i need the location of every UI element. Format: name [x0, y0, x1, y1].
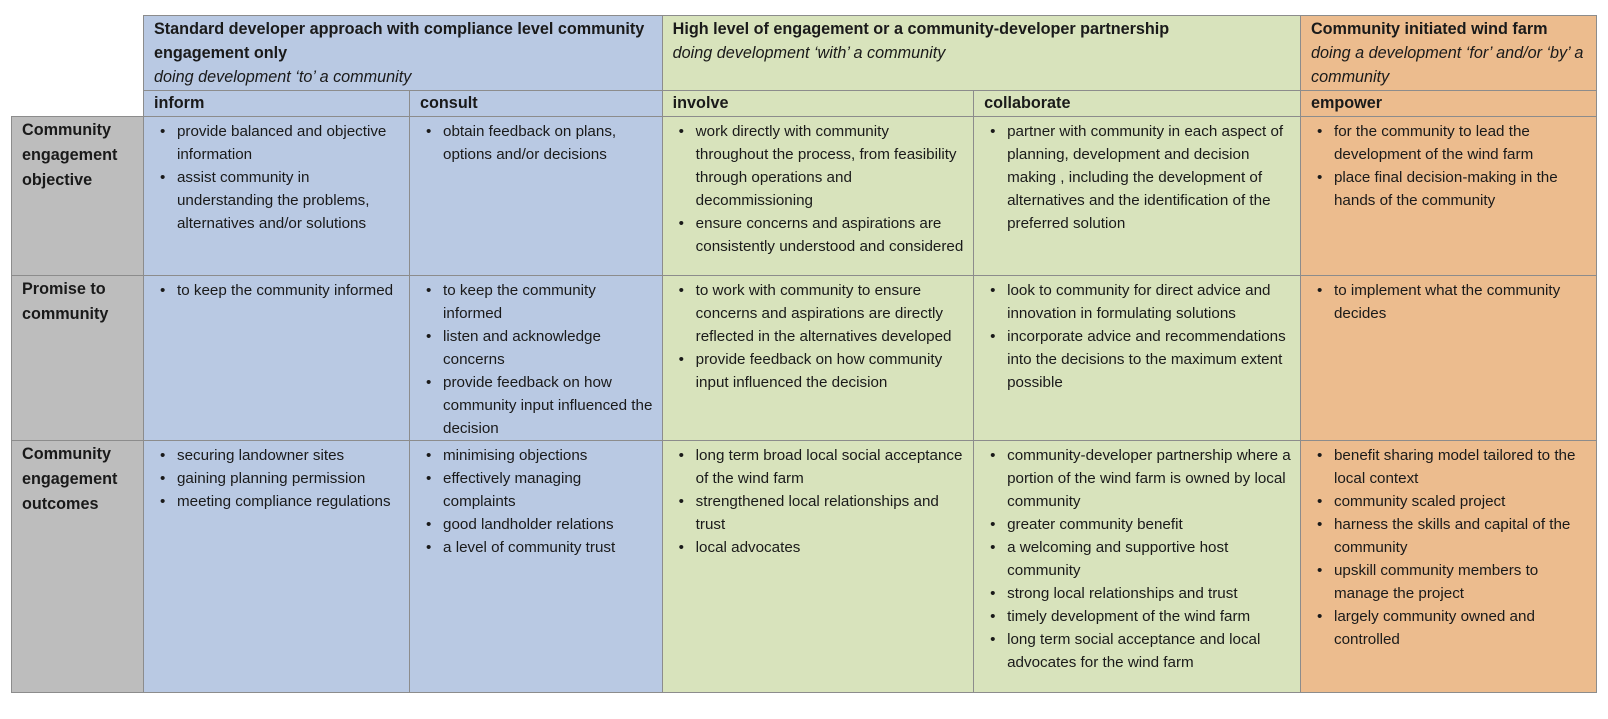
- group-subtitle: doing a development ‘for’ and/or ‘by’ a community: [1310, 44, 1584, 86]
- group-header-standard: [143, 16, 662, 91]
- bullet-list: [673, 444, 965, 559]
- list-item: • incorporate advice and recommendations into the decisions to the maximum extent possible: [1007, 325, 1292, 394]
- cell-objective-collaborate: [974, 117, 1301, 276]
- list-item: • greater community benefit: [1007, 513, 1292, 536]
- level-header-empower: empower: [1300, 91, 1596, 117]
- group-title: Community initiated wind farm: [1310, 20, 1548, 38]
- bullet-list: [420, 444, 654, 559]
- list-item: • a level of community trust: [443, 536, 654, 559]
- cell-promise-empower: [1300, 276, 1596, 441]
- cell-promise-involve: [662, 276, 973, 441]
- cell-outcomes-consult: [410, 441, 663, 693]
- bullet-list: [1311, 444, 1588, 651]
- bullet-list: [154, 120, 401, 235]
- list-item: • community scaled project: [1334, 490, 1588, 513]
- bullet-list: [673, 279, 965, 394]
- list-item: • long term social acceptance and local advocates for the wind farm: [1007, 628, 1292, 674]
- group-header-community: [1300, 16, 1596, 91]
- table-row: [12, 276, 1597, 441]
- list-item: • securing landowner sites: [177, 444, 401, 467]
- cell-outcomes-inform: [143, 441, 409, 693]
- group-header-engagement: [662, 16, 1300, 91]
- list-item: • to implement what the community decides: [1334, 279, 1588, 325]
- list-item: • strengthened local relationships and trust: [696, 490, 965, 536]
- cell-promise-collaborate: [974, 276, 1301, 441]
- list-item: • look to community for direct advice and innovation in formulating solutions: [1007, 279, 1292, 325]
- group-title: High level of engagement or a community-developer partnership: [672, 20, 1170, 38]
- row-header-promise: Promise to community: [12, 276, 144, 441]
- list-item: • obtain feedback on plans, options and/or decisions: [443, 120, 654, 166]
- table-row: [12, 441, 1597, 693]
- cell-objective-inform: [143, 117, 409, 276]
- list-item: • long term broad local social acceptance of the wind farm: [696, 444, 965, 490]
- list-item: • partner with community in each aspect of planning, development and decision making , including the development of alternatives and the identification of the preferred solution: [1007, 120, 1292, 235]
- list-item: • upskill community members to manage the project: [1334, 559, 1588, 605]
- group-title: Standard developer approach with compliance level community engagement only: [153, 20, 645, 62]
- bullet-list: [984, 444, 1292, 674]
- list-item: • effectively managing complaints: [443, 467, 654, 513]
- list-item: • to work with community to ensure concerns and aspirations are directly reflected in the alternatives developed: [696, 279, 965, 348]
- group-subtitle: doing development ‘to’ a community: [153, 68, 412, 86]
- cell-outcomes-collaborate: [974, 441, 1301, 693]
- level-header-collaborate: collaborate: [974, 91, 1301, 117]
- cell-outcomes-involve: [662, 441, 973, 693]
- group-subtitle: doing development ‘with’ a community: [672, 44, 946, 62]
- level-header-involve: involve: [662, 91, 973, 117]
- list-item: • listen and acknowledge concerns: [443, 325, 654, 371]
- list-item: • to keep the community informed: [443, 279, 654, 325]
- list-item: • gaining planning permission: [177, 467, 401, 490]
- bullet-list: [154, 444, 401, 513]
- list-item: • to keep the community informed: [177, 279, 401, 302]
- engagement-spectrum-table: [11, 15, 1597, 693]
- bullet-list: [154, 279, 401, 302]
- bullet-list: [1311, 279, 1588, 325]
- level-header-consult: consult: [410, 91, 663, 117]
- cell-objective-empower: [1300, 117, 1596, 276]
- list-item: • assist community in understanding the problems, alternatives and/or solutions: [177, 166, 401, 235]
- list-item: • good landholder relations: [443, 513, 654, 536]
- list-item: • a welcoming and supportive host community: [1007, 536, 1292, 582]
- list-item: • timely development of the wind farm: [1007, 605, 1292, 628]
- list-item: • for the community to lead the development of the wind farm: [1334, 120, 1588, 166]
- list-item: • minimising objections: [443, 444, 654, 467]
- cell-outcomes-empower: [1300, 441, 1596, 693]
- list-item: • place final decision-making in the hands of the community: [1334, 166, 1588, 212]
- list-item: • provide feedback on how community input influenced the decision: [443, 371, 654, 440]
- list-item: • provide feedback on how community input influenced the decision: [696, 348, 965, 394]
- bullet-list: [984, 120, 1292, 235]
- list-item: • meeting compliance regulations: [177, 490, 401, 513]
- level-header-inform: inform: [143, 91, 409, 117]
- bullet-list: [673, 120, 965, 258]
- cell-objective-involve: [662, 117, 973, 276]
- list-item: • local advocates: [696, 536, 965, 559]
- list-item: • benefit sharing model tailored to the local context: [1334, 444, 1588, 490]
- bullet-list: [984, 279, 1292, 394]
- bullet-list: [1311, 120, 1588, 212]
- cell-promise-consult: [410, 276, 663, 441]
- list-item: • strong local relationships and trust: [1007, 582, 1292, 605]
- row-header-outcomes: Community engagement outcomes: [12, 441, 144, 693]
- corner-cell: [12, 16, 144, 91]
- row-header-objective: Community engagement objective: [12, 117, 144, 276]
- list-item: • community-developer partnership where a portion of the wind farm is owned by local community: [1007, 444, 1292, 513]
- list-item: • provide balanced and objective information: [177, 120, 401, 166]
- table-row: [12, 117, 1597, 276]
- corner-cell: [12, 91, 144, 117]
- cell-promise-inform: [143, 276, 409, 441]
- list-item: • work directly with community throughout the process, from feasibility through operations and decommissioning: [696, 120, 965, 212]
- list-item: • harness the skills and capital of the community: [1334, 513, 1588, 559]
- list-item: • ensure concerns and aspirations are consistently understood and considered: [696, 212, 965, 258]
- bullet-list: [420, 279, 654, 440]
- bullet-list: [420, 120, 654, 166]
- cell-objective-consult: [410, 117, 663, 276]
- list-item: • largely community owned and controlled: [1334, 605, 1588, 651]
